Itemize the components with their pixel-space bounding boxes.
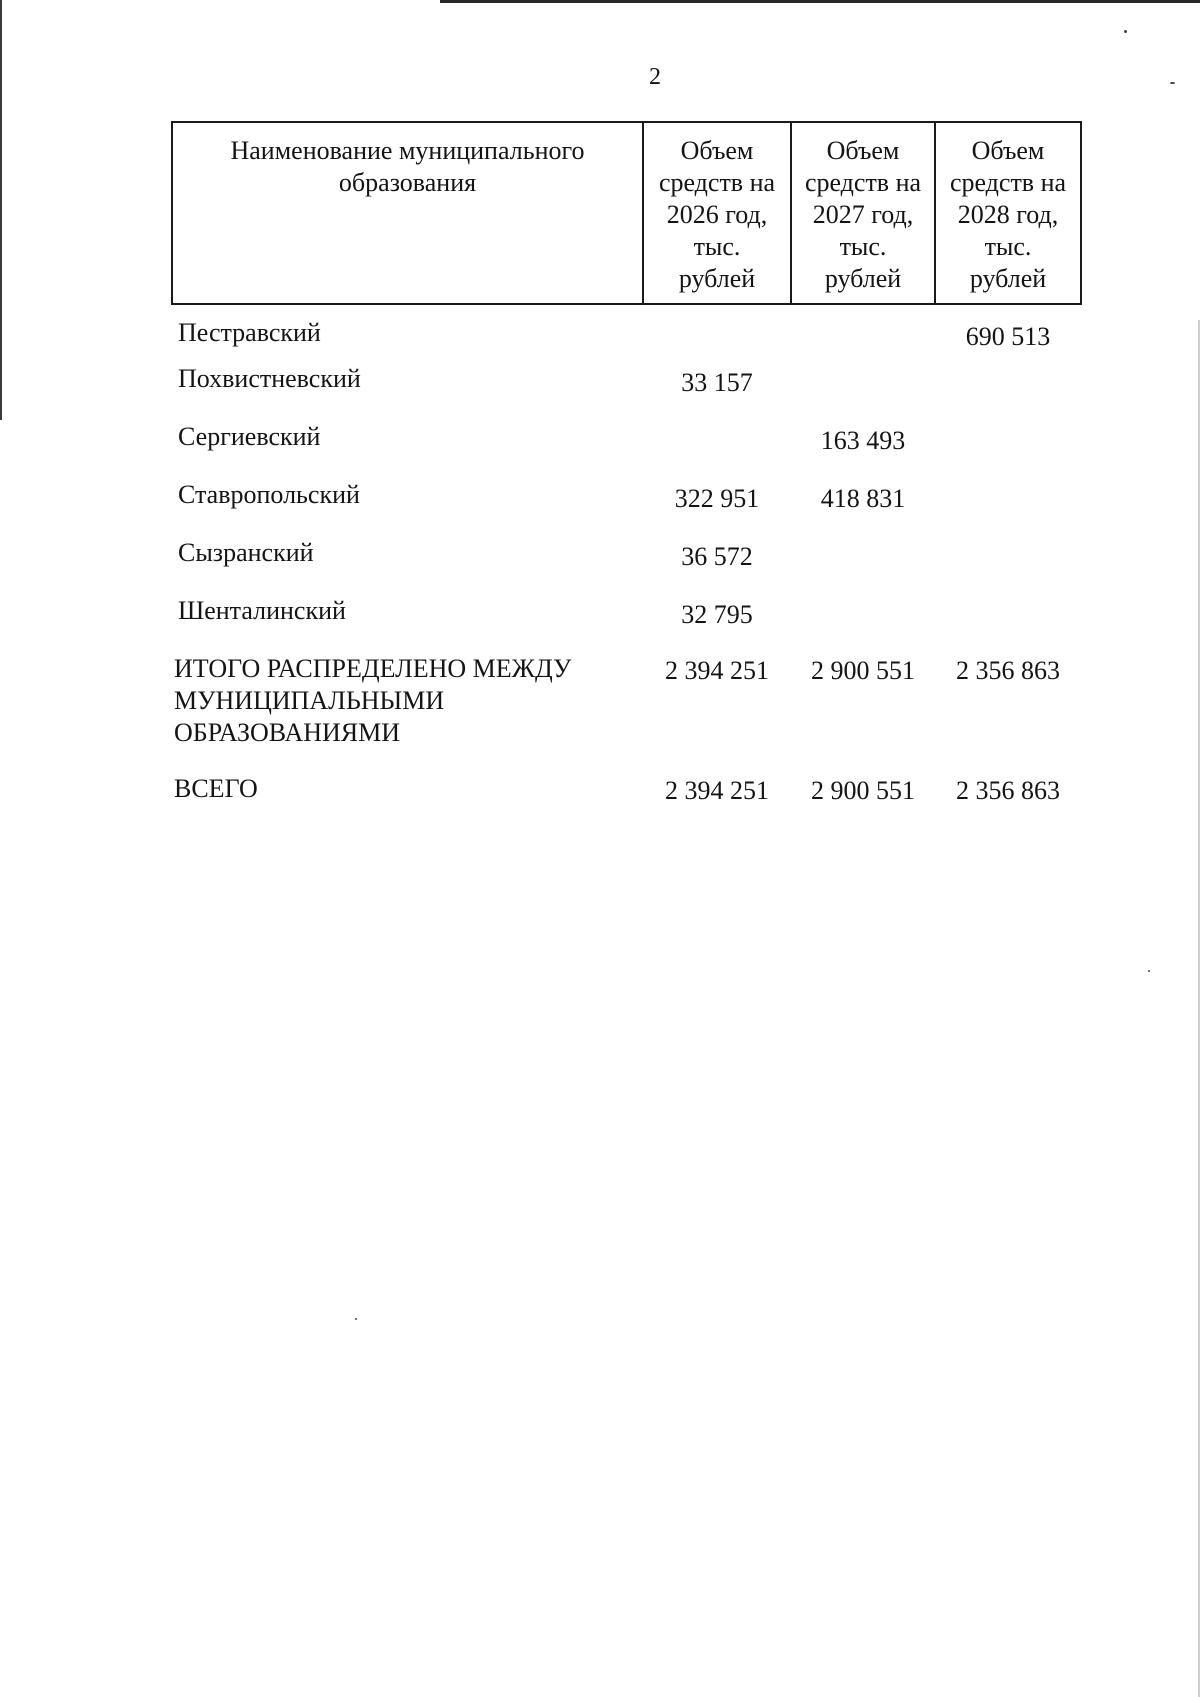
table-row xyxy=(172,537,1081,595)
table-header-row xyxy=(172,122,1081,304)
header-line: 2028 год, xyxy=(957,200,1059,229)
value-2028 xyxy=(935,537,1081,595)
scan-speck xyxy=(1148,970,1150,972)
header-line: Объем xyxy=(971,136,1045,165)
header-line: 2027 год, xyxy=(812,200,914,229)
header-line: средств на xyxy=(949,168,1067,197)
grand-total-2028: 2 356 863 xyxy=(956,776,1060,805)
value-2028: 690 513 xyxy=(965,322,1051,351)
value-2026: 322 951 xyxy=(674,484,760,513)
value-2027 xyxy=(791,363,935,421)
municipality-name: Сергиевский xyxy=(178,422,321,451)
municipality-name: Похвистневский xyxy=(178,364,361,393)
value-2027 xyxy=(791,304,935,363)
header-line: тыс. xyxy=(693,232,741,261)
value-2026 xyxy=(643,421,791,479)
header-line: Объем xyxy=(826,136,900,165)
total-2027: 2 900 551 xyxy=(811,656,915,685)
value-2027: 163 493 xyxy=(820,426,906,455)
header-line: Объем xyxy=(680,136,754,165)
table-row xyxy=(172,479,1081,537)
grand-total-row xyxy=(172,773,1081,807)
header-line: Наименование муниципального xyxy=(230,136,585,165)
header-line: средств на xyxy=(658,168,776,197)
table-row xyxy=(172,595,1081,653)
header-line: образования xyxy=(338,168,477,197)
grand-total-2026: 2 394 251 xyxy=(665,776,769,805)
table-row xyxy=(172,304,1081,363)
scan-speck xyxy=(1124,30,1127,33)
value-2026: 33 157 xyxy=(681,368,753,397)
table-row xyxy=(172,421,1081,479)
value-2028 xyxy=(935,595,1081,653)
total-label-line: МУНИЦИПАЛЬНЫМИ xyxy=(174,686,445,715)
funds-table xyxy=(171,121,1082,807)
header-line: средств на xyxy=(804,168,922,197)
total-label-line: ОБРАЗОВАНИЯМИ xyxy=(174,718,401,747)
value-2027 xyxy=(791,595,935,653)
value-2027 xyxy=(791,537,935,595)
page-number: 2 xyxy=(649,64,661,90)
table-row xyxy=(172,363,1081,421)
header-line: рублей xyxy=(969,264,1047,293)
value-2028 xyxy=(935,479,1081,537)
grand-total-2027: 2 900 551 xyxy=(811,776,915,805)
total-label-line: ИТОГО РАСПРЕДЕЛЕНО МЕЖДУ xyxy=(174,654,572,683)
value-2026: 36 572 xyxy=(681,542,753,571)
header-year-2028 xyxy=(935,122,1081,304)
scan-border-left xyxy=(0,0,2,420)
value-2028 xyxy=(935,421,1081,479)
total-2026: 2 394 251 xyxy=(665,656,769,685)
header-year-2027 xyxy=(791,122,935,304)
municipality-name: Пестравский xyxy=(178,318,321,347)
municipality-name: Ставропольский xyxy=(178,480,360,509)
value-2026: 32 795 xyxy=(681,600,753,629)
value-2027: 418 831 xyxy=(820,484,906,513)
municipality-name: Сызранский xyxy=(178,538,314,567)
grand-total-label: ВСЕГО xyxy=(174,774,258,803)
total-distributed-row xyxy=(172,653,1081,773)
value-2026 xyxy=(643,304,791,363)
municipality-name: Шенталинский xyxy=(178,596,346,625)
header-year-2026 xyxy=(643,122,791,304)
total-distributed-label xyxy=(172,653,643,773)
header-line: рублей xyxy=(824,264,902,293)
total-2028: 2 356 863 xyxy=(956,656,1060,685)
header-line: тыс. xyxy=(839,232,887,261)
header-line: 2026 год, xyxy=(666,200,768,229)
header-line: тыс. xyxy=(984,232,1032,261)
value-2028 xyxy=(935,363,1081,421)
scan-border-top xyxy=(440,0,1200,3)
header-municipality xyxy=(172,122,643,304)
header-line: рублей xyxy=(678,264,756,293)
scan-speck xyxy=(355,1318,357,1320)
